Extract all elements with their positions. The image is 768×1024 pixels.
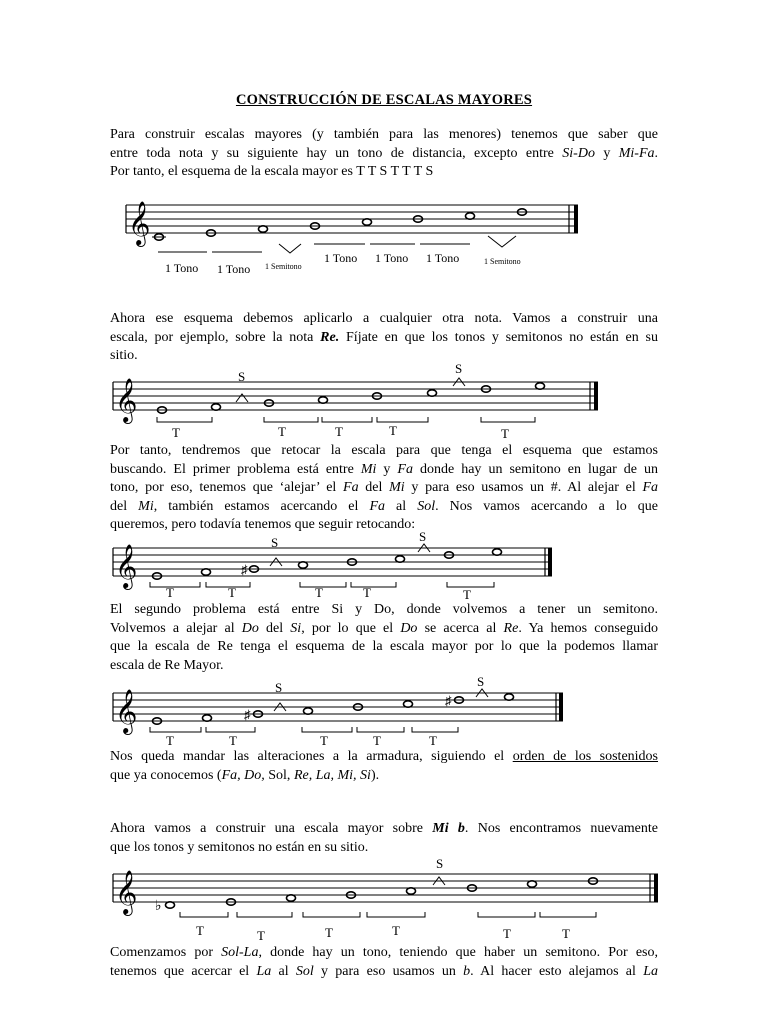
tone-mark: T — [503, 926, 511, 941]
semitone-mark: S — [419, 529, 427, 544]
text-line: tenemos que acercar el La al Sol y para eso usamos un b. Al hacer esto alejamos al La — [110, 963, 658, 979]
tone-mark: T — [257, 928, 265, 943]
text-line: del Mi, también estamos acercando el Fa al Sol. Nos vamos acercando a lo que — [110, 498, 658, 514]
treble-clef-icon: 𝄞 — [128, 203, 151, 245]
semitone-mark: S — [275, 680, 283, 695]
treble-clef-icon: 𝄞 — [115, 546, 138, 588]
tone-mark: T — [325, 925, 333, 940]
text-line: Ahora vamos a construir una escala mayor sobre Mi b. Nos encontramos nuevamente — [110, 821, 658, 836]
tone-mark: T — [228, 585, 236, 600]
treble-clef-icon: 𝄞 — [115, 872, 138, 914]
text-line: El segundo problema está entre Si y Do, donde volvemos a tener un semitono. — [110, 602, 658, 617]
tone-mark: T — [363, 585, 371, 600]
text-line: escala de Re Mayor. — [110, 657, 224, 673]
staff-c-major — [126, 202, 578, 276]
staff-d-f-sharp — [113, 529, 552, 602]
interval-label: 1 Semitono — [484, 257, 521, 266]
interval-label: 1 Tono — [375, 251, 409, 265]
text-line: que ya conocemos (Fa, Do, Sol, Re, La, Mi, Si). — [110, 767, 380, 783]
text-line: escala, por ejemplo, sobre la nota Re. Fíjate en que los tonos y semitonos no están en su — [110, 329, 659, 345]
tone-mark: T — [429, 733, 437, 748]
semitone-mark: S — [455, 361, 463, 376]
text-line: Volvemos a alejar al Do del Si, por lo que el Do se acerca al Re. Ya hemos conseguido — [110, 620, 658, 636]
text-line: Comenzamos por Sol-La, donde hay un tono, teniendo que haber un semitono. Por eso, — [110, 945, 658, 960]
treble-clef-icon: 𝄞 — [115, 691, 138, 733]
sharp-icon: ♯ — [445, 693, 452, 708]
interval-label: 1 Tono — [426, 251, 460, 265]
sharps-order-link[interactable]: orden de los sostenidos — [512, 749, 659, 764]
sharp-icon: ♯ — [244, 707, 251, 722]
sharp-icon: ♯ — [241, 562, 248, 577]
tone-mark: T — [229, 733, 237, 748]
text-line: Por tanto, tendremos que retocar la escala para que tenga el esquema que estamos — [110, 443, 658, 458]
tone-mark: T — [392, 923, 400, 938]
semitone-mark: S — [271, 535, 279, 550]
tone-mark: T — [335, 424, 343, 439]
text-line: Para construir escalas mayores (y también para las menores) tenemos que saber que — [110, 127, 658, 142]
text-line: Por tanto, el esquema de la escala mayor es T T S T T T S — [110, 164, 434, 180]
staff-e-flat — [113, 856, 658, 943]
tone-mark: T — [172, 425, 180, 440]
interval-label: 1 Tono — [324, 251, 358, 265]
tone-mark: T — [389, 423, 397, 438]
text-line: sitio. — [110, 348, 138, 364]
text-line: tono, por eso, tenemos que ‘alejar’ el Fa del Mi y para eso usamos un #. Al alejar el Fa — [110, 480, 658, 496]
semitone-mark: S — [477, 674, 485, 689]
flat-icon: ♭ — [155, 899, 162, 914]
tone-mark: T — [166, 733, 174, 748]
interval-label: 1 Tono — [217, 262, 251, 276]
interval-label: 1 Tono — [165, 261, 199, 275]
text-line: que los tonos y semitonos no están en su sitio. — [110, 839, 369, 855]
tone-mark: T — [320, 733, 328, 748]
tone-mark: T — [463, 587, 471, 602]
tone-mark: T — [501, 426, 509, 441]
text-line: que la escala de Re tenga el esquema de la escala mayor por lo que la podemos llamar — [110, 639, 658, 655]
text-line: Ahora ese esquema debemos aplicarlo a cualquier otra nota. Vamos a construir una — [110, 311, 658, 326]
semitone-mark: S — [238, 369, 246, 384]
tone-mark: T — [562, 926, 570, 941]
staff-d-natural — [113, 361, 598, 441]
tone-mark: T — [196, 923, 204, 938]
tone-mark: T — [373, 733, 381, 748]
text-line: Nos queda mandar las alteraciones a la armadura, siguiendo el orden de los sostenidos — [110, 749, 659, 764]
text-line: buscando. El primer problema está entre Mi y Fa donde hay un semitono en lugar de un — [110, 461, 659, 477]
interval-label: 1 Semitono — [265, 262, 302, 271]
tone-mark: T — [166, 585, 174, 600]
semitone-mark: S — [436, 856, 444, 871]
treble-clef-icon: 𝄞 — [115, 380, 138, 422]
tone-mark: T — [278, 424, 286, 439]
staff-d-major — [113, 674, 563, 748]
text-line: queremos, pero todavía tenemos que seguir retocando: — [110, 517, 416, 533]
text-line: entre toda nota y su siguiente hay un tono de distancia, excepto entre Si-Do y Mi-Fa. — [110, 145, 658, 161]
tone-mark: T — [315, 585, 323, 600]
page-title: CONSTRUCCIÓN DE ESCALAS MAYORES — [235, 92, 533, 108]
